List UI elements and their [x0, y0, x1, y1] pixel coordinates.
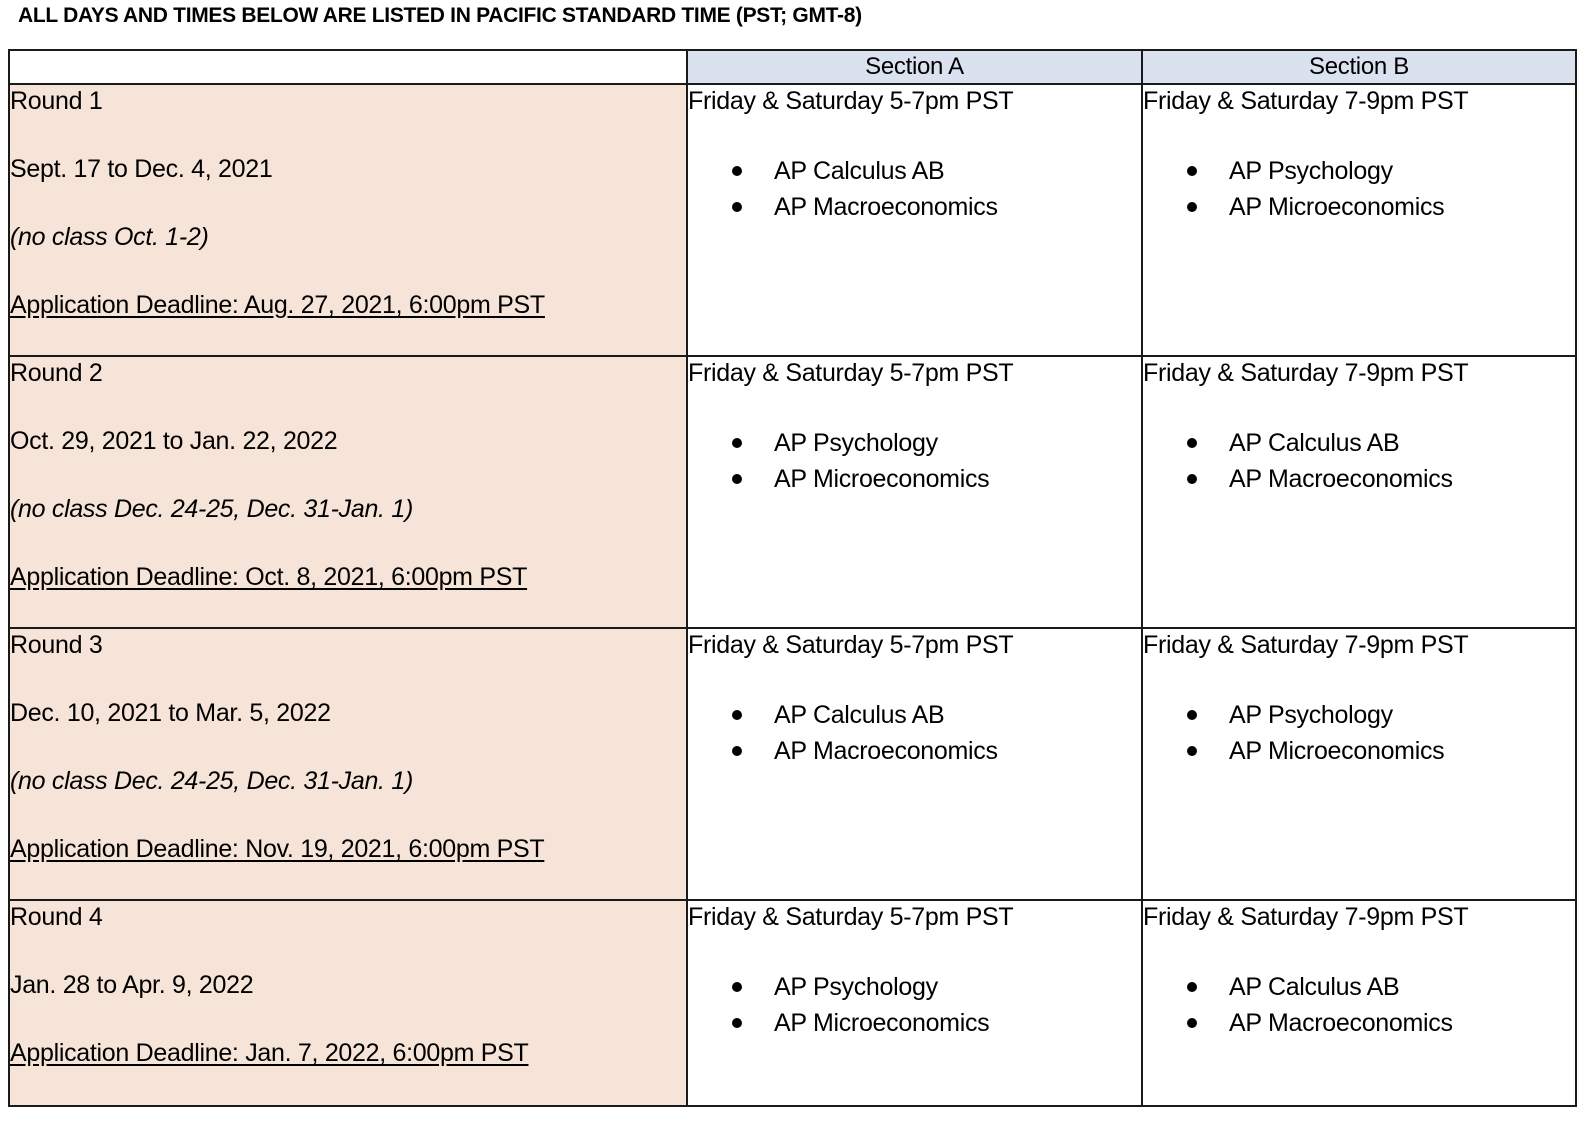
list-item [688, 1005, 1141, 1041]
list-item [1143, 969, 1575, 1005]
table-row [9, 356, 1576, 628]
course-list [688, 153, 1141, 225]
section-time: Friday & Saturday 5-7pm PST [688, 903, 1014, 931]
bullet-icon [1187, 1018, 1197, 1028]
course-list [1143, 697, 1575, 769]
no-class-note: (no class Dec. 24-25, Dec. 31-Jan. 1) [10, 495, 413, 523]
course-name: AP Psychology [774, 429, 938, 457]
section-a-cell [687, 900, 1142, 1106]
table-row [9, 900, 1576, 1106]
header-section-a: Section A [687, 50, 1142, 84]
round-info-cell [9, 900, 687, 1106]
no-class-note: (no class Dec. 24-25, Dec. 31-Jan. 1) [10, 767, 413, 795]
section-time: Friday & Saturday 7-9pm PST [1143, 903, 1469, 931]
course-list [1143, 969, 1575, 1041]
list-item [1143, 1005, 1575, 1041]
list-item [1143, 153, 1575, 189]
course-name: AP Macroeconomics [1229, 465, 1453, 493]
section-a-cell [687, 628, 1142, 900]
course-name: AP Microeconomics [1229, 193, 1445, 221]
course-name: AP Microeconomics [774, 1009, 990, 1037]
round-info-cell [9, 84, 687, 356]
course-list [1143, 153, 1575, 225]
course-list [1143, 425, 1575, 497]
bullet-icon [732, 982, 742, 992]
round-dates: Oct. 29, 2021 to Jan. 22, 2022 [10, 427, 338, 455]
list-item [688, 969, 1141, 1005]
bullet-icon [732, 1018, 742, 1028]
application-deadline: Application Deadline: Oct. 8, 2021, 6:00pm PST [10, 563, 528, 591]
round-dates: Jan. 28 to Apr. 9, 2022 [10, 971, 254, 999]
application-deadline: Application Deadline: Jan. 7, 2022, 6:00pm PST [10, 1039, 529, 1067]
section-time: Friday & Saturday 5-7pm PST [688, 87, 1014, 115]
round-title: Round 3 [10, 631, 103, 659]
bullet-icon [1187, 746, 1197, 756]
bullet-icon [732, 474, 742, 484]
round-dates: Sept. 17 to Dec. 4, 2021 [10, 155, 273, 183]
list-item [688, 697, 1141, 733]
course-name: AP Calculus AB [774, 157, 945, 185]
schedule-table [8, 49, 1577, 1107]
section-b-cell [1142, 356, 1576, 628]
bullet-icon [1187, 166, 1197, 176]
course-name: AP Microeconomics [1229, 737, 1445, 765]
no-class-note: (no class Oct. 1-2) [10, 223, 209, 251]
round-dates: Dec. 10, 2021 to Mar. 5, 2022 [10, 699, 331, 727]
list-item [688, 733, 1141, 769]
header-row [9, 50, 1576, 84]
bullet-icon [732, 438, 742, 448]
round-info-cell [9, 356, 687, 628]
course-name: AP Psychology [1229, 157, 1393, 185]
section-time: Friday & Saturday 7-9pm PST [1143, 87, 1469, 115]
bullet-icon [732, 710, 742, 720]
section-time: Friday & Saturday 7-9pm PST [1143, 359, 1469, 387]
section-a-cell [687, 84, 1142, 356]
list-item [688, 425, 1141, 461]
course-name: AP Psychology [774, 973, 938, 1001]
course-name: AP Calculus AB [1229, 973, 1400, 1001]
bullet-icon [1187, 438, 1197, 448]
course-name: AP Calculus AB [1229, 429, 1400, 457]
list-item [1143, 697, 1575, 733]
round-title: Round 4 [10, 903, 103, 931]
list-item [688, 461, 1141, 497]
section-b-cell [1142, 84, 1576, 356]
section-time: Friday & Saturday 5-7pm PST [688, 359, 1014, 387]
application-deadline: Application Deadline: Nov. 19, 2021, 6:00pm PST [10, 835, 545, 863]
bullet-icon [732, 746, 742, 756]
timezone-notice: ALL DAYS AND TIMES BELOW ARE LISTED IN PACIFIC STANDARD TIME (PST; GMT-8) [18, 4, 862, 27]
round-title: Round 2 [10, 359, 103, 387]
section-a-cell [687, 356, 1142, 628]
course-name: AP Psychology [1229, 701, 1393, 729]
list-item [1143, 425, 1575, 461]
list-item [1143, 189, 1575, 225]
list-item [688, 189, 1141, 225]
course-list [688, 697, 1141, 769]
section-b-cell [1142, 900, 1576, 1106]
header-section-b: Section B [1142, 50, 1576, 84]
list-item [688, 153, 1141, 189]
bullet-icon [732, 202, 742, 212]
bullet-icon [1187, 982, 1197, 992]
table-row [9, 628, 1576, 900]
course-name: AP Calculus AB [774, 701, 945, 729]
bullet-icon [732, 166, 742, 176]
round-title: Round 1 [10, 87, 103, 115]
course-name: AP Macroeconomics [1229, 1009, 1453, 1037]
list-item [1143, 733, 1575, 769]
application-deadline: Application Deadline: Aug. 27, 2021, 6:00pm PST [10, 291, 545, 319]
course-name: AP Macroeconomics [774, 193, 998, 221]
bullet-icon [1187, 474, 1197, 484]
round-info-cell [9, 628, 687, 900]
course-name: AP Microeconomics [774, 465, 990, 493]
course-list [688, 425, 1141, 497]
course-name: AP Macroeconomics [774, 737, 998, 765]
section-time: Friday & Saturday 5-7pm PST [688, 631, 1014, 659]
header-blank [9, 50, 687, 84]
bullet-icon [1187, 710, 1197, 720]
table-row [9, 84, 1576, 356]
list-item [1143, 461, 1575, 497]
bullet-icon [1187, 202, 1197, 212]
section-time: Friday & Saturday 7-9pm PST [1143, 631, 1469, 659]
course-list [688, 969, 1141, 1041]
section-b-cell [1142, 628, 1576, 900]
